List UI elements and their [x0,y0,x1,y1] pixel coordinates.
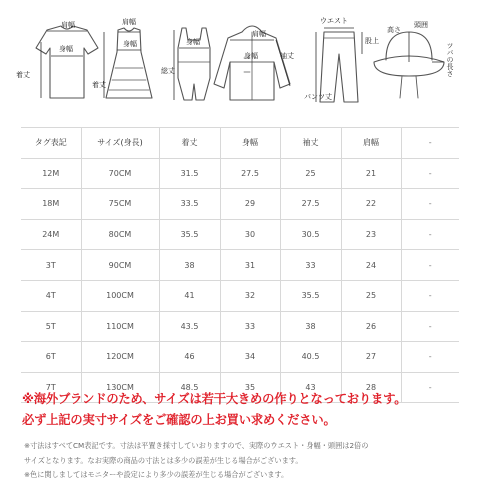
romper-length-label: 総丈 [161,67,175,75]
garment-measurement-illustrations [14,18,474,108]
table-row [21,219,459,250]
cell-chest: 35 [220,372,280,403]
cell-sleeve: 40.5 [280,342,341,373]
table-row [21,280,459,311]
cell-length: 31.5 [159,158,220,189]
pants-rise-label: 股上 [365,37,379,45]
jacket-shoulder-label: 肩幅 [252,30,266,38]
cell-tag: 3T [21,250,81,281]
pants-length-label: パンツ丈 [304,93,332,101]
table-row [21,311,459,342]
cell-length: 41 [159,280,220,311]
dress-chest-label: 身幅 [123,40,137,48]
cell-chest: 29 [220,189,280,220]
cell-tag: 12M [21,158,81,189]
cell-tag: 7T [21,372,81,403]
cell-size: 80CM [81,219,159,250]
hat-height-label: 高さ [387,26,401,34]
header-length: 着丈 [159,128,220,159]
cell-tag: 18M [21,189,81,220]
cell-blank: - [401,189,459,220]
tshirt-length-label: 着丈 [16,71,30,79]
cell-blank: - [401,372,459,403]
tshirt-chest-label: 身幅 [59,45,73,53]
cell-tag: 4T [21,280,81,311]
dress-shoulder-label: 肩幅 [122,18,136,26]
header-tag: タグ表記 [21,128,81,159]
cell-tag: 24M [21,219,81,250]
cell-blank: - [401,158,459,189]
cell-sleeve: 33 [280,250,341,281]
cell-blank: - [401,280,459,311]
jacket-sleeve-label: 袖丈 [280,52,294,60]
cell-size: 90CM [81,250,159,281]
cell-sleeve: 38 [280,311,341,342]
fine-print [24,439,469,483]
cell-sleeve: 35.5 [280,280,341,311]
cell-chest: 27.5 [220,158,280,189]
cell-sleeve: 30.5 [280,219,341,250]
cell-length: 35.5 [159,219,220,250]
tshirt-shoulder-label: 肩幅 [61,21,75,29]
fine-print-line-2: サイズとなります。なお実際の商品の寸法とは多少の誤差が生じる場合がございます。 [24,455,303,465]
table-row [21,250,459,281]
cell-chest: 32 [220,280,280,311]
pants-icon [320,32,358,102]
cell-chest: 33 [220,311,280,342]
notice-line-1: ※海外ブランドのため、サイズは若干大きめの作りとなっております。 [22,392,407,406]
header-shoulder: 肩幅 [341,128,401,159]
cell-blank: - [401,311,459,342]
cell-shoulder: 24 [341,250,401,281]
cell-size: 120CM [81,342,159,373]
fine-print-line-3: ※色に関しましてはモニターや設定により多少の誤差が生じる場合がございます。 [24,470,289,479]
cell-size: 130CM [81,372,159,403]
garment-diagrams [14,18,474,108]
jacket-chest-label: 身幅 [244,52,258,60]
cell-length: 33.5 [159,189,220,220]
pants-waist-label: ウエスト [320,17,348,25]
cell-tag: 5T [21,311,81,342]
header-blank: - [401,128,459,159]
table-row [21,158,459,189]
cell-blank: - [401,250,459,281]
dress-length-label: 着丈 [92,81,106,89]
cell-shoulder: 28 [341,372,401,403]
header-chest: 身幅 [220,128,280,159]
tshirt-icon [36,26,98,98]
cell-size: 70CM [81,158,159,189]
romper-chest-label: 身幅 [186,38,200,46]
table-row [21,342,459,373]
cell-length: 38 [159,250,220,281]
hat-brim-label: ツバの長さ [446,42,454,77]
cell-chest: 30 [220,219,280,250]
cell-shoulder: 21 [341,158,401,189]
cell-blank: - [401,219,459,250]
cell-tag: 6T [21,342,81,373]
dress-icon [106,28,152,98]
size-table-container [21,127,459,403]
header-size: サイズ(身長) [81,128,159,159]
cell-length: 46 [159,342,220,373]
cell-size: 110CM [81,311,159,342]
cell-chest: 31 [220,250,280,281]
table-header-row [21,128,459,159]
notice-line-2: 必ず上記の実寸サイズをご確認の上お買い求めください。 [22,413,336,427]
fine-print-line-1: ※寸法はすべてCM表記です。寸法は平置き採寸していおりますので、実際のウエスト・身幅・頭囲は2倍の [24,441,369,450]
cell-length: 48.5 [159,372,220,403]
size-notice [22,389,472,431]
table-row [21,189,459,220]
size-table [21,127,459,403]
cell-sleeve: 25 [280,158,341,189]
cell-length: 43.5 [159,311,220,342]
cell-sleeve: 43 [280,372,341,403]
cell-size: 100CM [81,280,159,311]
header-sleeve: 袖丈 [280,128,341,159]
cell-sleeve: 27.5 [280,189,341,220]
cell-size: 75CM [81,189,159,220]
cell-blank: - [401,342,459,373]
cell-shoulder: 27 [341,342,401,373]
cell-chest: 34 [220,342,280,373]
cell-shoulder: 26 [341,311,401,342]
cell-shoulder: 25 [341,280,401,311]
cell-shoulder: 22 [341,189,401,220]
hat-circumference-label: 頭囲 [414,21,428,29]
cell-shoulder: 23 [341,219,401,250]
